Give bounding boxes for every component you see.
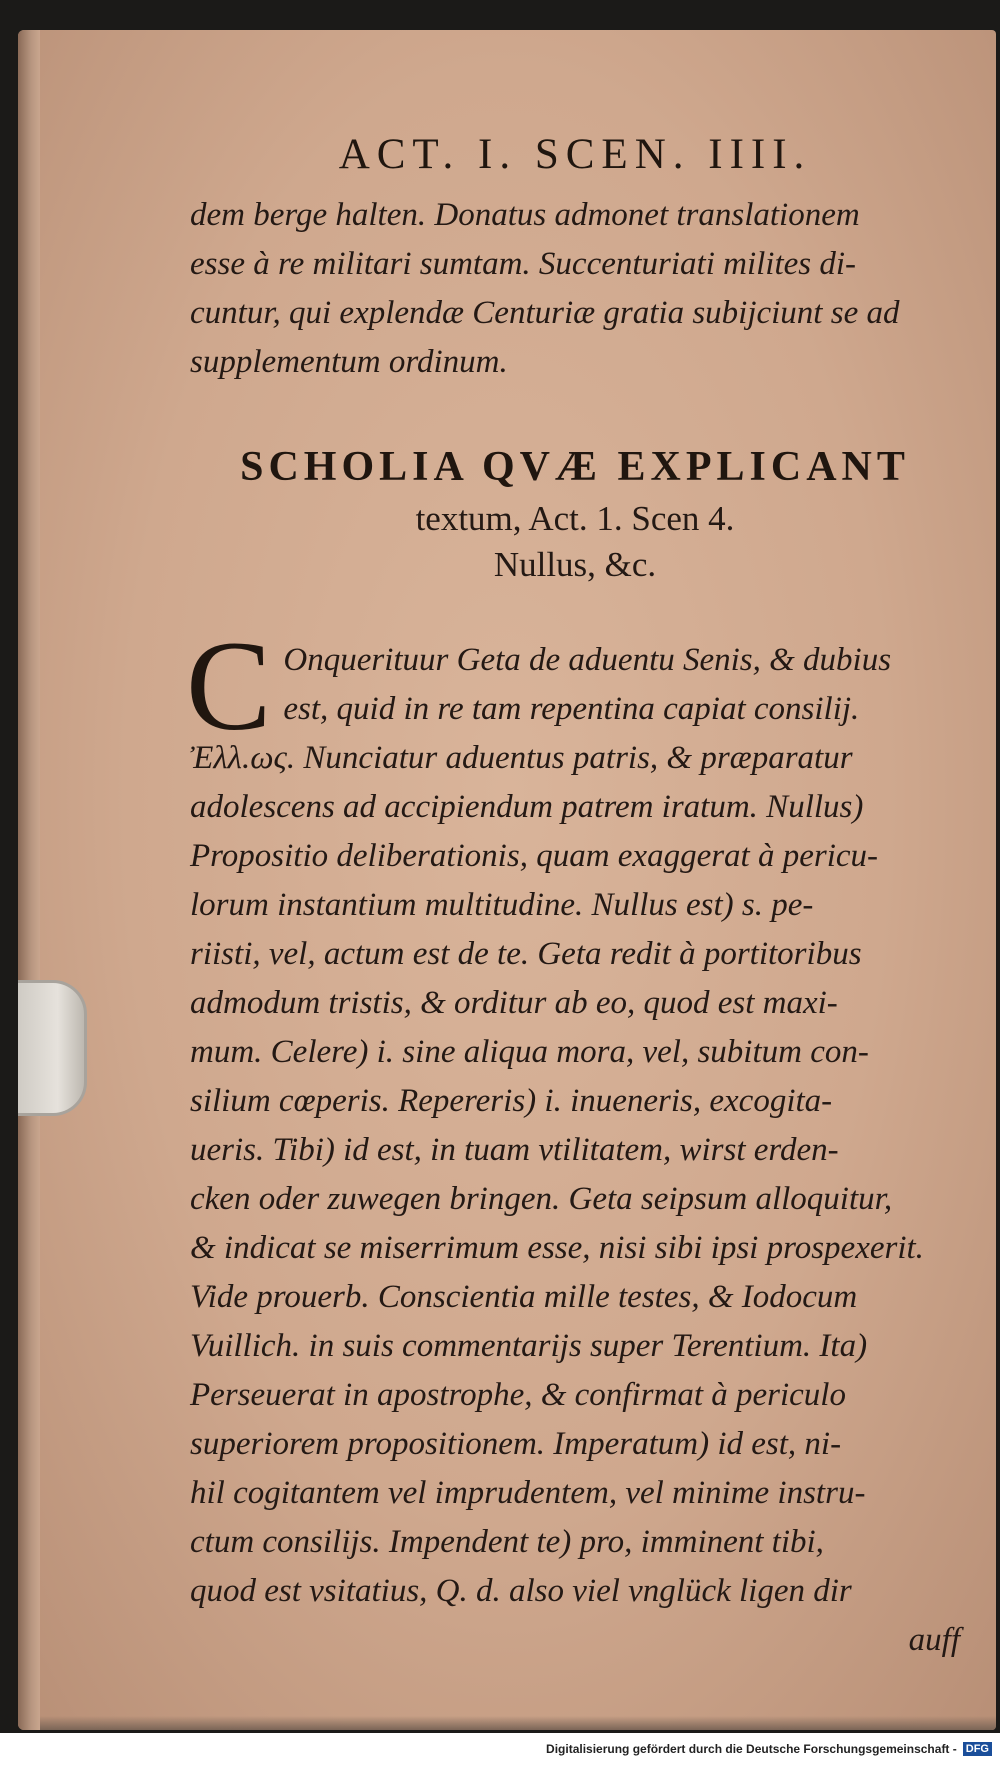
body-line: lorum instantium multitudine. Nullus est) s. pe- (190, 887, 814, 923)
catchword: auff (908, 1622, 960, 1658)
body-line: Vide prouerb. Conscientia mille testes, & Iodocum (190, 1279, 858, 1315)
body-paragraph (186, 615, 960, 1616)
body-line: hil cogitantem vel imprudentem, vel minime instru- (190, 1475, 866, 1511)
body-line: Propositio deliberationis, quam exaggerat à pericu- (190, 838, 879, 874)
drop-cap: C (186, 615, 272, 757)
body-line: Vuillich. in suis commentarijs super Terentium. Ita) (190, 1328, 868, 1364)
body-line: superiorem propositionem. Imperatum) id est, ni- (190, 1426, 842, 1462)
body-line: ueris. Tibi) id est, in tuam vtilitatem, wirst erden- (190, 1132, 839, 1168)
footer-credit: Digitalisierung gefördert durch die Deutsche Forschungsgemeinschaft - (546, 1742, 957, 1756)
body-line: quod est vsitatius, Q. d. also viel vnglück ligen dir (190, 1573, 852, 1609)
intro-line: dem berge halten. Donatus admonet translationem (190, 197, 860, 233)
body-line: Ἐλλ.ως. Nunciatur aduentus patris, & præparatur (190, 740, 853, 776)
body-line: ctum consilijs. Impendent te) pro, imminent tibi, (190, 1524, 824, 1560)
intro-line: supplementum ordinum. (190, 344, 508, 380)
body-line: mum. Celere) i. sine aliqua mora, vel, subitum con- (190, 1034, 869, 1070)
body-line: cken oder zuwegen bringen. Geta seipsum alloquitur, (190, 1181, 893, 1217)
footer-bar (0, 1733, 1000, 1765)
section-subtitle-2: Nullus, &c. (493, 545, 657, 584)
body-line: Onquerituur Geta de aduentu Senis, & dubius (283, 642, 892, 678)
page-edge (18, 30, 40, 1730)
body-line: & indicat se miserrimum esse, nisi sibi ipsi prospexerit. (190, 1230, 924, 1266)
dfg-logo-icon: DFG (963, 1742, 992, 1756)
section-title: SCHOLIA QVÆ EXPLICANT (240, 444, 910, 490)
intro-paragraph (190, 191, 960, 387)
body-line: Perseuerat in apostrophe, & confirmat à periculo (190, 1377, 846, 1413)
section-subtitle: textum, Act. 1. Scen 4. (415, 499, 735, 538)
body-line: adolescens ad accipiendum patrem iratum. Nullus) (190, 789, 864, 825)
body-line: admodum tristis, & orditur ab eo, quod est maxi- (190, 985, 838, 1021)
intro-line: esse à re militari sumtam. Succenturiati milites di- (190, 246, 857, 282)
body-line: est, quid in re tam repentina capiat consilij. (283, 691, 860, 727)
body-line: riisti, vel, actum est de te. Geta redit à portitoribus (190, 936, 862, 972)
body-line: silium cœperis. Repereris) i. inueneris, excogita- (190, 1083, 833, 1119)
intro-line: cuntur, qui explendæ Centuriæ gratia subijciunt se ad (190, 295, 900, 331)
page-bottom-shadow (40, 1716, 996, 1730)
running-head: ACT. I. SCEN. IIII. (338, 131, 812, 178)
page-content (186, 105, 960, 1665)
clip-tab (18, 980, 87, 1116)
